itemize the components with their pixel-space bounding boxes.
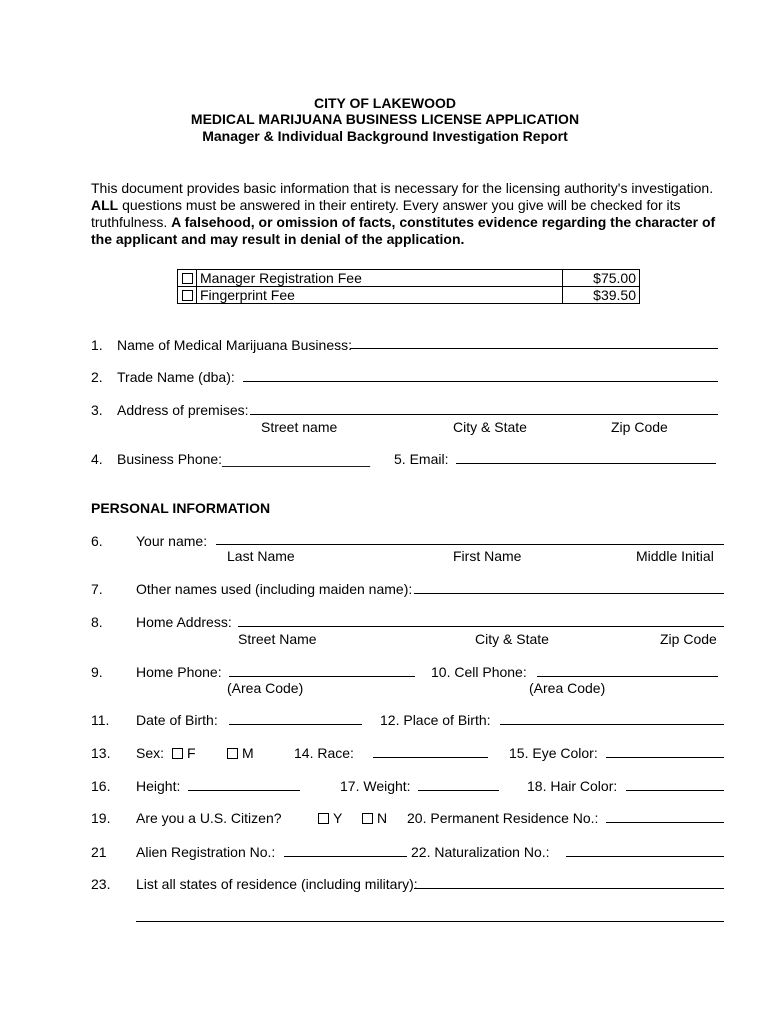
q16-number: 16. bbox=[91, 778, 111, 794]
checkbox-icon[interactable] bbox=[182, 290, 193, 301]
fee-checkbox-cell[interactable] bbox=[178, 270, 197, 287]
sex-male-checkbox-icon[interactable] bbox=[227, 748, 238, 759]
city-heading: CITY OF LAKEWOOD bbox=[313, 95, 457, 111]
email-field[interactable] bbox=[456, 463, 716, 464]
fee-row bbox=[178, 287, 640, 304]
q5-label: 5. Email: bbox=[394, 451, 449, 467]
q19-number: 19. bbox=[91, 810, 111, 826]
other-names-field[interactable] bbox=[414, 593, 724, 594]
q11-number: 11. bbox=[91, 712, 110, 728]
home-street-caption: Street Name bbox=[238, 631, 317, 647]
q9-number: 9. bbox=[91, 664, 103, 680]
q20-label: 20. Permanent Residence No.: bbox=[407, 810, 599, 826]
citizen-yes-checkbox-icon[interactable] bbox=[318, 813, 329, 824]
place-of-birth-field[interactable] bbox=[500, 724, 724, 725]
q21-label: Alien Registration No.: bbox=[136, 844, 276, 860]
home-phone-field[interactable] bbox=[229, 676, 415, 677]
home-address-field[interactable] bbox=[238, 626, 724, 627]
q18-label: 18. Hair Color: bbox=[527, 778, 618, 794]
q23-number: 23. bbox=[91, 876, 111, 892]
q17-label: 17. Weight: bbox=[340, 778, 411, 794]
citizen-yes-label: Y bbox=[333, 810, 343, 826]
your-name-field[interactable] bbox=[216, 544, 724, 545]
premises-zip-caption: Zip Code bbox=[611, 419, 668, 435]
fee-row bbox=[178, 270, 640, 287]
q8-number: 8. bbox=[91, 614, 103, 630]
intro-sentence-1: This document provides basic information that is necessary for the licensing authority's investigation. bbox=[91, 180, 714, 196]
business-phone-field[interactable]: Business Phone:___________________ bbox=[117, 451, 371, 467]
first-name-caption: First Name bbox=[453, 548, 522, 564]
intro-paragraph bbox=[91, 180, 721, 248]
fee-checkbox-cell[interactable] bbox=[178, 287, 197, 304]
premises-address-field[interactable] bbox=[250, 414, 718, 415]
sex-female-label: F bbox=[187, 745, 196, 761]
q6-number: 6. bbox=[91, 533, 103, 549]
intro-all: ALL bbox=[91, 197, 119, 213]
intro-warning: A falsehood, or omission of facts, constitutes evidence regarding the character of the applicant and may result in denial of the application. bbox=[91, 214, 716, 247]
q16-label: Height: bbox=[136, 778, 181, 794]
intro-sentence-2: questions must be answered in their entirety. Every answer you give will be checked for its truthfulness. bbox=[91, 197, 681, 230]
q3-label: Address of premises: bbox=[117, 402, 249, 418]
q2-label: Trade Name (dba): bbox=[117, 369, 235, 385]
home-zip-caption: Zip Code bbox=[660, 631, 717, 647]
citizen-no-label: N bbox=[377, 810, 388, 826]
date-of-birth-field[interactable] bbox=[229, 724, 362, 725]
q7-number: 7. bbox=[91, 581, 103, 597]
business-name-field[interactable] bbox=[350, 348, 718, 349]
trade-name-field[interactable] bbox=[243, 381, 718, 382]
eye-color-field[interactable] bbox=[606, 757, 724, 758]
cell-phone-field[interactable] bbox=[537, 676, 718, 677]
hair-color-field[interactable] bbox=[626, 790, 724, 791]
q4-number: 4. bbox=[91, 451, 103, 467]
q12-label: 12. Place of Birth: bbox=[380, 712, 491, 728]
sex-female-checkbox-icon[interactable] bbox=[172, 748, 183, 759]
q7-label: Other names used (including maiden name): bbox=[136, 581, 413, 597]
fee-amount: $75.00 bbox=[563, 270, 640, 287]
fee-amount: $39.50 bbox=[563, 287, 640, 304]
q1-label: Name of Medical Marijuana Business: bbox=[117, 337, 352, 353]
alien-registration-field[interactable] bbox=[284, 856, 407, 857]
q9-label: Home Phone: bbox=[136, 664, 222, 680]
q8-label: Home Address: bbox=[136, 614, 232, 630]
states-of-residence-field-continued[interactable] bbox=[136, 921, 724, 922]
home-city-caption: City & State bbox=[475, 631, 549, 647]
cell-area-code-caption: (Area Code) bbox=[529, 680, 606, 696]
sex-male-label: M bbox=[242, 745, 254, 761]
q13-number: 13. bbox=[91, 745, 111, 761]
naturalization-field[interactable] bbox=[566, 856, 724, 857]
q22-label: 22. Naturalization No.: bbox=[411, 844, 550, 860]
q1-number: 1. bbox=[91, 337, 103, 353]
q13-label: Sex: bbox=[136, 745, 165, 761]
checkbox-icon[interactable] bbox=[182, 273, 193, 284]
citizen-no-checkbox-icon[interactable] bbox=[362, 813, 373, 824]
height-field[interactable] bbox=[188, 790, 300, 791]
fee-label: Manager Registration Fee bbox=[197, 270, 563, 287]
premises-street-caption: Street name bbox=[261, 419, 338, 435]
weight-field[interactable] bbox=[418, 790, 499, 791]
q11-label: Date of Birth: bbox=[136, 712, 218, 728]
premises-city-caption: City & State bbox=[453, 419, 527, 435]
q2-number: 2. bbox=[91, 369, 103, 385]
last-name-caption: Last Name bbox=[227, 548, 295, 564]
section-heading-personal: PERSONAL INFORMATION bbox=[91, 500, 271, 516]
q19-label: Are you a U.S. Citizen? bbox=[136, 810, 282, 826]
fee-label: Fingerprint Fee bbox=[197, 287, 563, 304]
q10-label: 10. Cell Phone: bbox=[431, 664, 527, 680]
q3-number: 3. bbox=[91, 402, 103, 418]
q14-label: 14. Race: bbox=[294, 745, 354, 761]
permanent-residence-field[interactable] bbox=[606, 822, 724, 823]
form-title: MEDICAL MARIJUANA BUSINESS LICENSE APPLICATION bbox=[190, 111, 580, 127]
q6-label: Your name: bbox=[136, 533, 208, 549]
home-area-code-caption: (Area Code) bbox=[227, 680, 304, 696]
fee-table bbox=[177, 269, 640, 304]
form-subtitle: Manager & Individual Background Investigation Report bbox=[202, 128, 568, 144]
race-field[interactable] bbox=[373, 757, 488, 758]
q21-number: 21 bbox=[91, 844, 107, 860]
q23-label: List all states of residence (including military): bbox=[136, 876, 418, 892]
middle-initial-caption: Middle Initial bbox=[636, 548, 714, 564]
states-of-residence-field[interactable] bbox=[414, 888, 724, 889]
q15-label: 15. Eye Color: bbox=[509, 745, 598, 761]
